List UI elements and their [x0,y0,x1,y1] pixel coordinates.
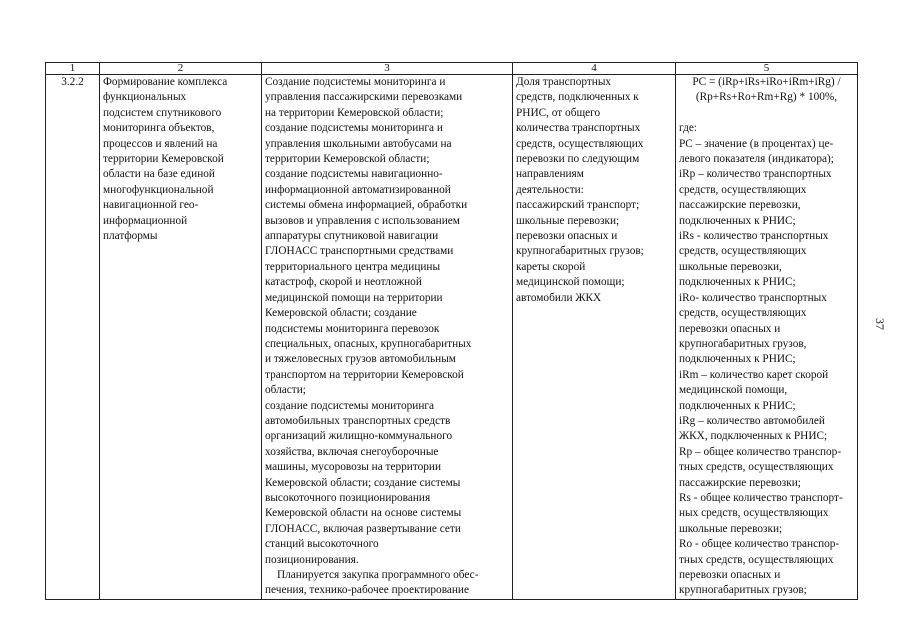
text-line: территории Кемеровской области; [265,153,430,166]
text-line: управления пассажирскими перевозками [265,91,463,104]
item-number-cell [46,75,100,600]
text-line: на территории Кемеровской области; [265,106,444,119]
text-line: вызовов и управления с использованием [265,214,460,227]
text-line: процессов и явлений на [103,137,218,150]
indicator-formula [679,75,854,106]
text-line: информационной [103,214,188,227]
text-line: РНИС, от общего [516,106,601,119]
text-line: Кемеровской области; создание [265,307,417,320]
text-line: функциональных [103,91,187,104]
text-line: медицинской помощи; [516,276,625,289]
text-line: подсистем спутникового [103,106,222,119]
text-line: платформы [103,230,158,243]
text-line: перевозки по следующим [516,153,640,166]
text-line: перевозки опасных и [679,322,781,335]
text-line: Планируется закупка программного обес- [277,569,479,581]
text-line: создание подсистемы мониторинга и [265,122,443,135]
text-line: машины, мусоровозы на территории [265,461,442,474]
indicator-name-cell [513,75,676,600]
text-line: территориального центра медицины [265,260,441,273]
text-line: станций высокоточного [265,538,379,551]
text-line: ных средств, осуществляющих [679,507,829,520]
text-line: печения, технико-рабочее проектирование [265,584,469,597]
text-line: подключенных к РНИС; [679,353,796,366]
text-line: тных средств, осуществляющих [679,461,834,474]
text-line: области на базе единой [103,168,215,181]
page-number: 37 [873,318,887,330]
text-line: школьные перевозки; [516,214,620,227]
text-line: средств, осуществляющих [679,183,807,196]
text-line: области; [265,384,306,397]
text-line: левого показателя (индикатора); [679,153,834,166]
text-line: Rp – общее количество транспор- [679,445,842,458]
column-header-3: 3 [262,63,513,75]
text-line: перевозки опасных и [516,230,618,243]
text-line: Rs - общее количество транспорт- [679,491,843,504]
text-line: системы обмена информацией, обработки [265,199,468,212]
text-line: iRo- количество транспортных [679,291,827,304]
text-line: навигационной гео- [103,199,199,212]
text-line: iRs - количество транспортных [679,230,829,243]
text-line: автомобили ЖКХ [516,291,602,304]
text-line: пассажирские перевозки, [679,199,801,212]
text-line: перевозки опасных и [679,569,781,581]
text-line: Кемеровской области; создание системы [265,476,461,489]
text-line: управления школьными автобусами на [265,137,452,150]
text-line: количества транспортных [516,122,641,135]
text-line: транспортом на территории Кемеровской [265,368,464,381]
column-header-2: 2 [100,63,262,75]
text-line: Ro - общее количество транспор- [679,538,840,551]
text-line: аппаратуры спутниковой навигации [265,230,439,243]
text-line: где: [679,122,697,135]
text-line: пассажирский транспорт; [516,199,640,212]
program-table [45,62,858,600]
table-row [46,75,858,600]
text-line: автомобильных транспортных средств [265,414,451,427]
text-line: школьные перевозки; [679,522,783,535]
calculation-method-cell [676,75,858,600]
text-line: тных средств, осуществляющих [679,553,834,566]
text-line: направлениям [516,168,584,181]
text-line: многофункциональной [103,183,214,196]
text-line: iRg – количество автомобилей [679,414,825,427]
text-line: кареты скорой [516,260,586,273]
measure-name-cell [100,75,262,600]
item-number: 3.2.2 [61,76,84,88]
text-line: ГЛОНАСС, включая развертывание сети [265,522,461,535]
column-header-5: 5 [676,63,858,75]
text-line: подключенных к РНИС; [679,214,796,227]
text-line: (Rp+Rs+Ro+Rm+Rg) * 100%, [695,91,838,104]
text-line: Кемеровской области на основе системы [265,507,462,520]
text-line: PC = (iRp+iRs+iRo+iRm+iRg) / [692,76,841,88]
column-header-1: 1 [46,63,100,75]
text-line: подключенных к РНИС; [679,399,796,412]
text-line: позиционирования. [265,553,359,566]
text-line: школьные перевозки, [679,260,782,273]
text-line: создание подсистемы мониторинга [265,399,435,412]
text-line: медицинской помощи, [679,384,788,397]
text-line: мониторинга объектов, [103,122,215,135]
text-line: средств, осуществляющих [516,137,644,150]
text-line: подсистемы мониторинга перевозок [265,322,440,335]
text-line: средств, осуществляющих [679,245,807,258]
text-line [679,106,854,121]
text-line: территории Кемеровской [103,153,224,166]
text-line: ГЛОНАСС транспортными средствами [265,245,454,258]
text-line: создание подсистемы навигационно- [265,168,443,181]
column-number-row [46,63,858,75]
text-line: информационной автоматизированной [265,183,451,196]
text-line: PC – значение (в процентах) це- [679,137,834,150]
text-line: организаций жилищно-коммунального [265,430,453,443]
column-header-4: 4 [513,63,676,75]
text-line: Создание подсистемы мониторинга и [265,76,446,88]
text-line: крупногабаритных грузов; [679,584,807,597]
text-line: и тяжеловесных грузов автомобильным [265,353,456,366]
text-line: iRp – количество транспортных [679,168,832,181]
text-line: медицинской помощи на территории [265,291,443,304]
text-line: iRm – количество карет скорой [679,368,829,381]
formula-legend [679,106,854,599]
text-line: специальных, опасных, крупногабаритных [265,337,472,350]
text-line: хозяйства, включая снегоуборочные [265,445,439,458]
text-line: средств, осуществляющих [679,307,807,320]
text-line: крупногабаритных грузов, [679,337,807,350]
text-line: катастроф, скорой и неотложной [265,276,422,289]
text-line: пассажирские перевозки; [679,476,801,489]
text-line: Формирование комплекса [103,76,228,88]
text-line: высокоточного позиционирования [265,491,431,504]
text-line: ЖКХ, подключенных к РНИС; [679,430,828,443]
text-line: крупногабаритных грузов; [516,245,644,258]
text-line: средств, подключенных к [516,91,639,104]
text-line: Доля транспортных [516,76,612,88]
measure-description-cell [262,75,513,600]
text-line: подключенных к РНИС; [679,276,796,289]
text-line: деятельности: [516,183,584,196]
